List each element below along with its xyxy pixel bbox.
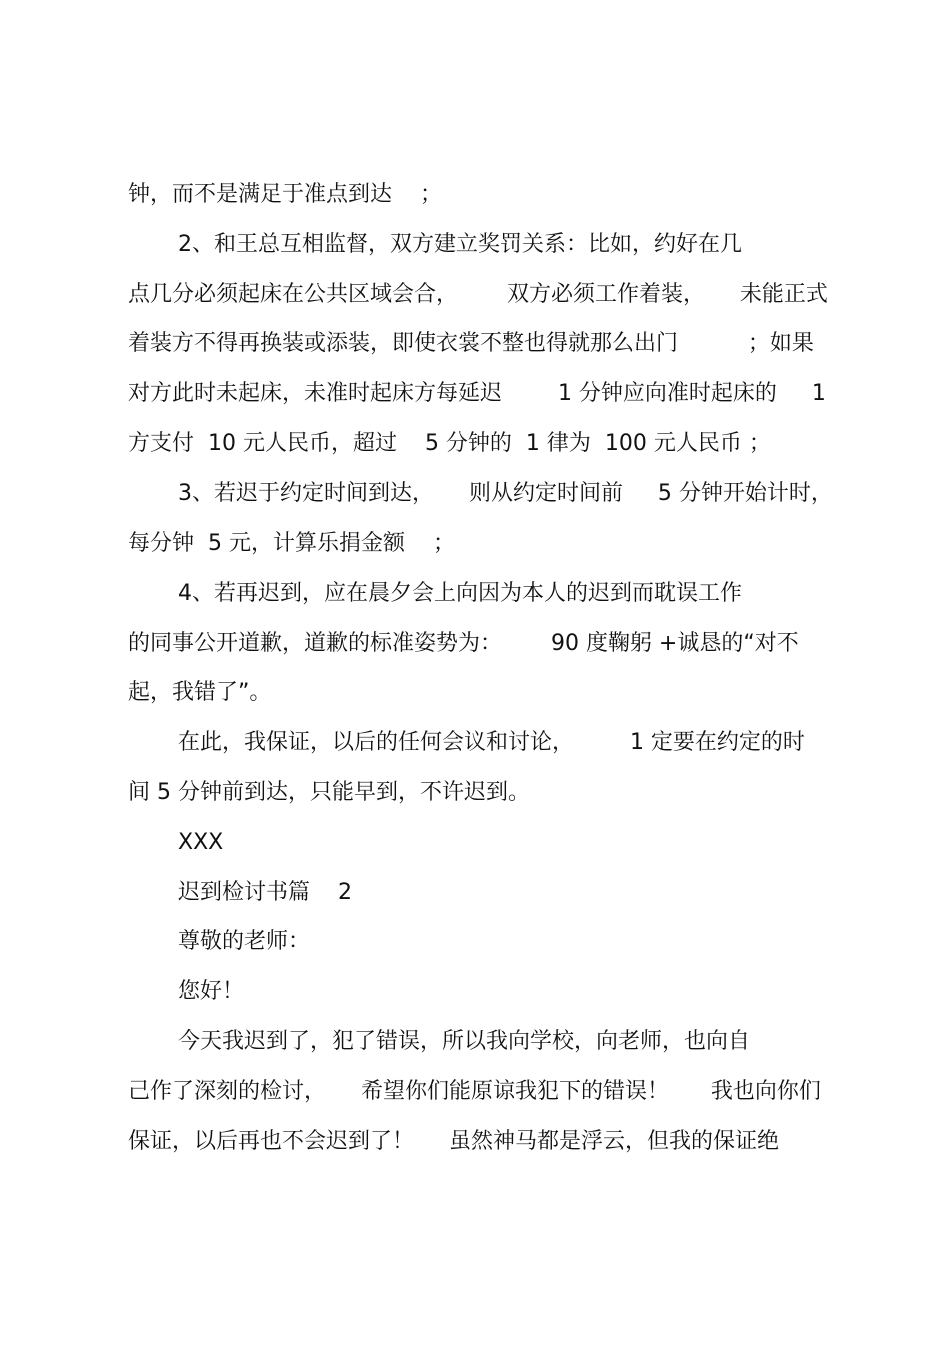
text-line: 在此，我保证，以后的任何会议和讨论， 1 定要在约定的时 — [178, 730, 805, 755]
text-line: 2、和王总互相监督，双方建立奖罚关系：比如，约好在几 — [178, 232, 742, 257]
text-line: 点几分必须起床在公共区域会合， 双方必须工作着装， 未能正式 — [128, 282, 828, 307]
text-line: 间 5 分钟前到达，只能早到，不许迟到。 — [128, 780, 530, 805]
text-line: 保证，以后再也不会迟到了！ 虽然神马都是浮云，但我的保证绝 — [128, 1129, 779, 1154]
section-heading: 迟到检讨书篇 2 — [178, 880, 352, 905]
text-line: 对方此时未起床，未准时起床方每延迟 1 分钟应向准时起床的 1 — [128, 381, 826, 406]
signature-name: XXX — [178, 830, 224, 855]
text-line: 4、若再迟到，应在晨夕会上向因为本人的迟到而耽误工作 — [178, 581, 742, 606]
text-line: 钟，而不是满足于准点到达 ； — [128, 182, 442, 207]
text-line: 起，我错了”。 — [128, 680, 272, 705]
text-line: 每分钟 5 元，计算乐捐金额 ； — [128, 531, 455, 556]
greeting: 您好！ — [178, 979, 245, 1004]
text-line: 着装方不得再换装或添装，即使衣裳不整也得就那么出门 ；如果 — [128, 331, 814, 356]
text-line: 己作了深刻的检讨， 希望你们能原谅我犯下的错误！ 我也向你们 — [128, 1079, 821, 1104]
text-line: 方支付 10 元人民币，超过 5 分钟的 1 律为 100 元人民币 ； — [128, 431, 771, 456]
text-line: 的同事公开道歉，道歉的标准姿势为： 90 度鞠躬 +诚恳的“对不 — [128, 631, 799, 656]
salutation: 尊敬的老师： — [178, 929, 311, 954]
text-line: 3、若迟于约定时间到达， 则从约定时间前 5 分钟开始计时， — [178, 481, 833, 506]
text-line: 今天我迟到了，犯了错误，所以我向学校，向老师，也向自 — [178, 1029, 751, 1054]
